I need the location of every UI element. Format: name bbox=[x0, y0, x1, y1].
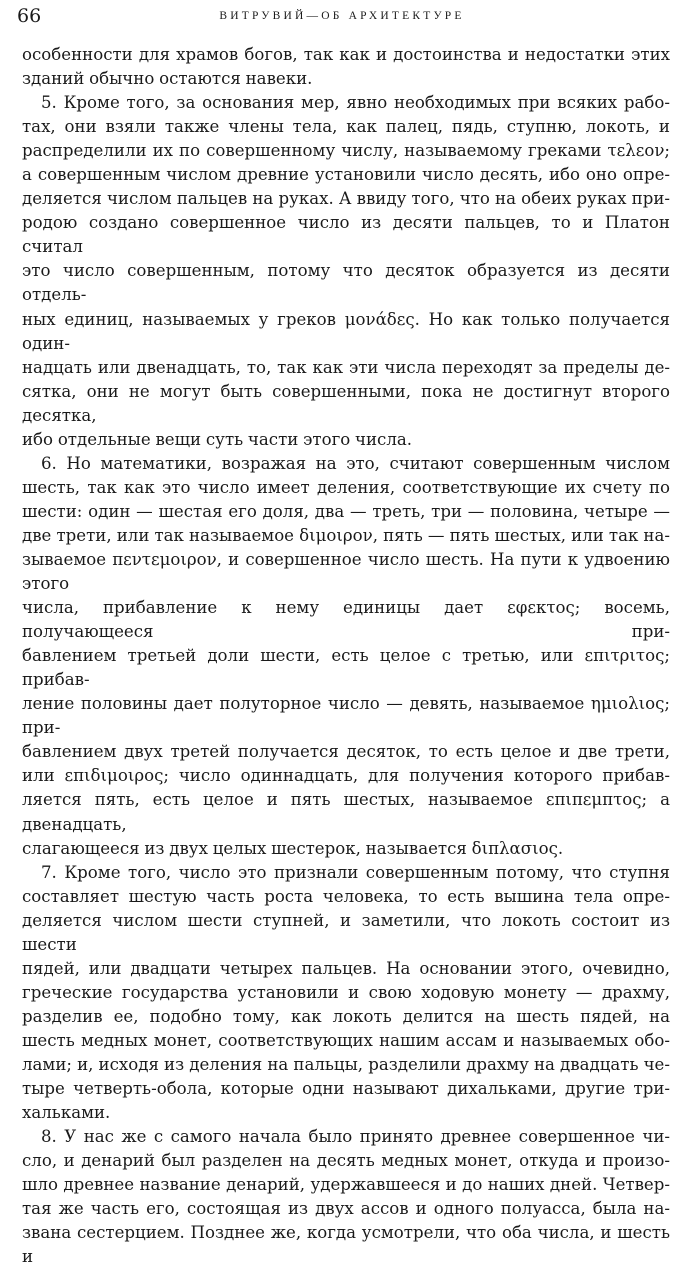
text-line: зываемое πεντεμοιρον, и совершенное число шесть. На пути к удвоению этого bbox=[22, 549, 670, 594]
text-line: слагающееся из двух целых шестерок, называется διπλασιος. bbox=[22, 838, 564, 858]
text-line: ибо отдельные вещи суть части этого числа. bbox=[22, 429, 413, 449]
text-line: тая же часть его, состоящая из двух ассов и одного полуасса, была на- bbox=[22, 1199, 670, 1219]
paragraph-5-start: 5. Кроме того, за основания мер, явно необходимых при всяких рабо- bbox=[41, 93, 670, 113]
text-line: это число совершенным, потому что десяток образуется из десяти отдель- bbox=[22, 261, 670, 305]
text-line: шести: один — шестая его доля, два — треть, три — половина, четыре — bbox=[22, 501, 670, 521]
text-line: или επιδιμοιρος; число одиннадцать, для получения которого прибав- bbox=[22, 766, 670, 786]
body-text bbox=[22, 43, 670, 1269]
text-line: числа, прибавление к нему единицы дает εφεκτος; восемь, получающееся при- bbox=[22, 598, 670, 642]
text-line: хальками. bbox=[22, 1103, 111, 1123]
text-line: лами; и, исходя из деления на пальцы, разделили драхму на двадцать че- bbox=[22, 1054, 670, 1074]
text-line: распределили их по совершенному числу, называемому греками τελεον; bbox=[22, 141, 670, 161]
paragraph-7-start: 7. Кроме того, число это признали совершенным потому, что ступня bbox=[41, 862, 670, 882]
text-line: деляется числом шести ступней, и заметили, что локоть состоит из шести bbox=[22, 910, 670, 954]
text-line: составляет шестую часть роста человека, то есть вышина тела опре- bbox=[22, 886, 670, 906]
text-line: тыре четверть-обола, которые одни называют дихальками, другие три- bbox=[22, 1079, 670, 1099]
text-line: греческие государства установили и свою ходовую монету — драхму, bbox=[22, 982, 670, 1002]
text-line: звана сестерцием. Позднее же, когда усмотрели, что оба числа, и шесть и bbox=[22, 1223, 670, 1267]
text-line: бавлением двух третей получается десяток, то есть целое и две трети, bbox=[22, 742, 670, 762]
paragraph-8-start: 8. У нас же с самого начала было принято древнее совершенное чи- bbox=[41, 1127, 670, 1147]
text-line: две трети, или так называемое διμοιρον, пять — пять шестых, или так на- bbox=[22, 525, 670, 545]
text-line: шесть медных монет, соответствующих нашим ассам и называемых обо- bbox=[22, 1030, 670, 1050]
text-line: шло древнее название денарий, удержавшееся и до наших дней. Четвер- bbox=[22, 1175, 670, 1195]
text-line: особенности для храмов богов, так как и достоинства и недостатки этих bbox=[22, 45, 670, 64]
text-line: родою создано совершенное число из десяти пальцев, то и Платон считал bbox=[22, 213, 670, 257]
page-number: 66 bbox=[17, 5, 42, 27]
text-line: деляется числом пальцев на руках. А ввиду того, что на обеих руках при- bbox=[22, 189, 670, 209]
text-line: а совершенным числом древние установили число десять, ибо оно опре- bbox=[22, 165, 670, 185]
text-line: бавлением третьей доли шести, есть целое с третью, или επιτριτος; прибав- bbox=[22, 646, 670, 690]
text-line: пядей, или двадцати четырех пальцев. На основании этого, очевидно, bbox=[22, 958, 670, 978]
text-line: шесть, так как это число имеет деления, соответствующие их счету по bbox=[22, 477, 670, 497]
text-line: разделив ее, подобно тому, как локоть делится на шесть пядей, на bbox=[22, 1006, 670, 1026]
text-line: сятка, они не могут быть совершенными, пока не достигнут второго десятка, bbox=[22, 381, 670, 425]
text-line: тах, они взяли также члены тела, как палец, пядь, ступню, локоть, и bbox=[22, 117, 670, 137]
paragraph-6-start: 6. Но математики, возражая на это, считают совершенным числом bbox=[41, 453, 670, 473]
text-line: зданий обычно остаются навеки. bbox=[22, 69, 313, 89]
text-line: ных единиц, называемых у греков μονάδες. Но как только получается один- bbox=[22, 309, 670, 353]
running-head: ВИТРУВИЙ—ОБ АРХИТЕКТУРЕ bbox=[219, 10, 465, 22]
text-line: надцать или двенадцать, то, так как эти числа переходят за пределы де- bbox=[22, 357, 670, 377]
text-line: ляется пять, есть целое и пять шестых, называемое επιπεμπτος; а двенадцать, bbox=[22, 790, 670, 834]
text-line: сло, и денарий был разделен на десять медных монет, откуда и произо- bbox=[22, 1151, 670, 1171]
text-line: ление половины дает полуторное число — девять, называемое ημιολιος; при- bbox=[22, 694, 670, 738]
